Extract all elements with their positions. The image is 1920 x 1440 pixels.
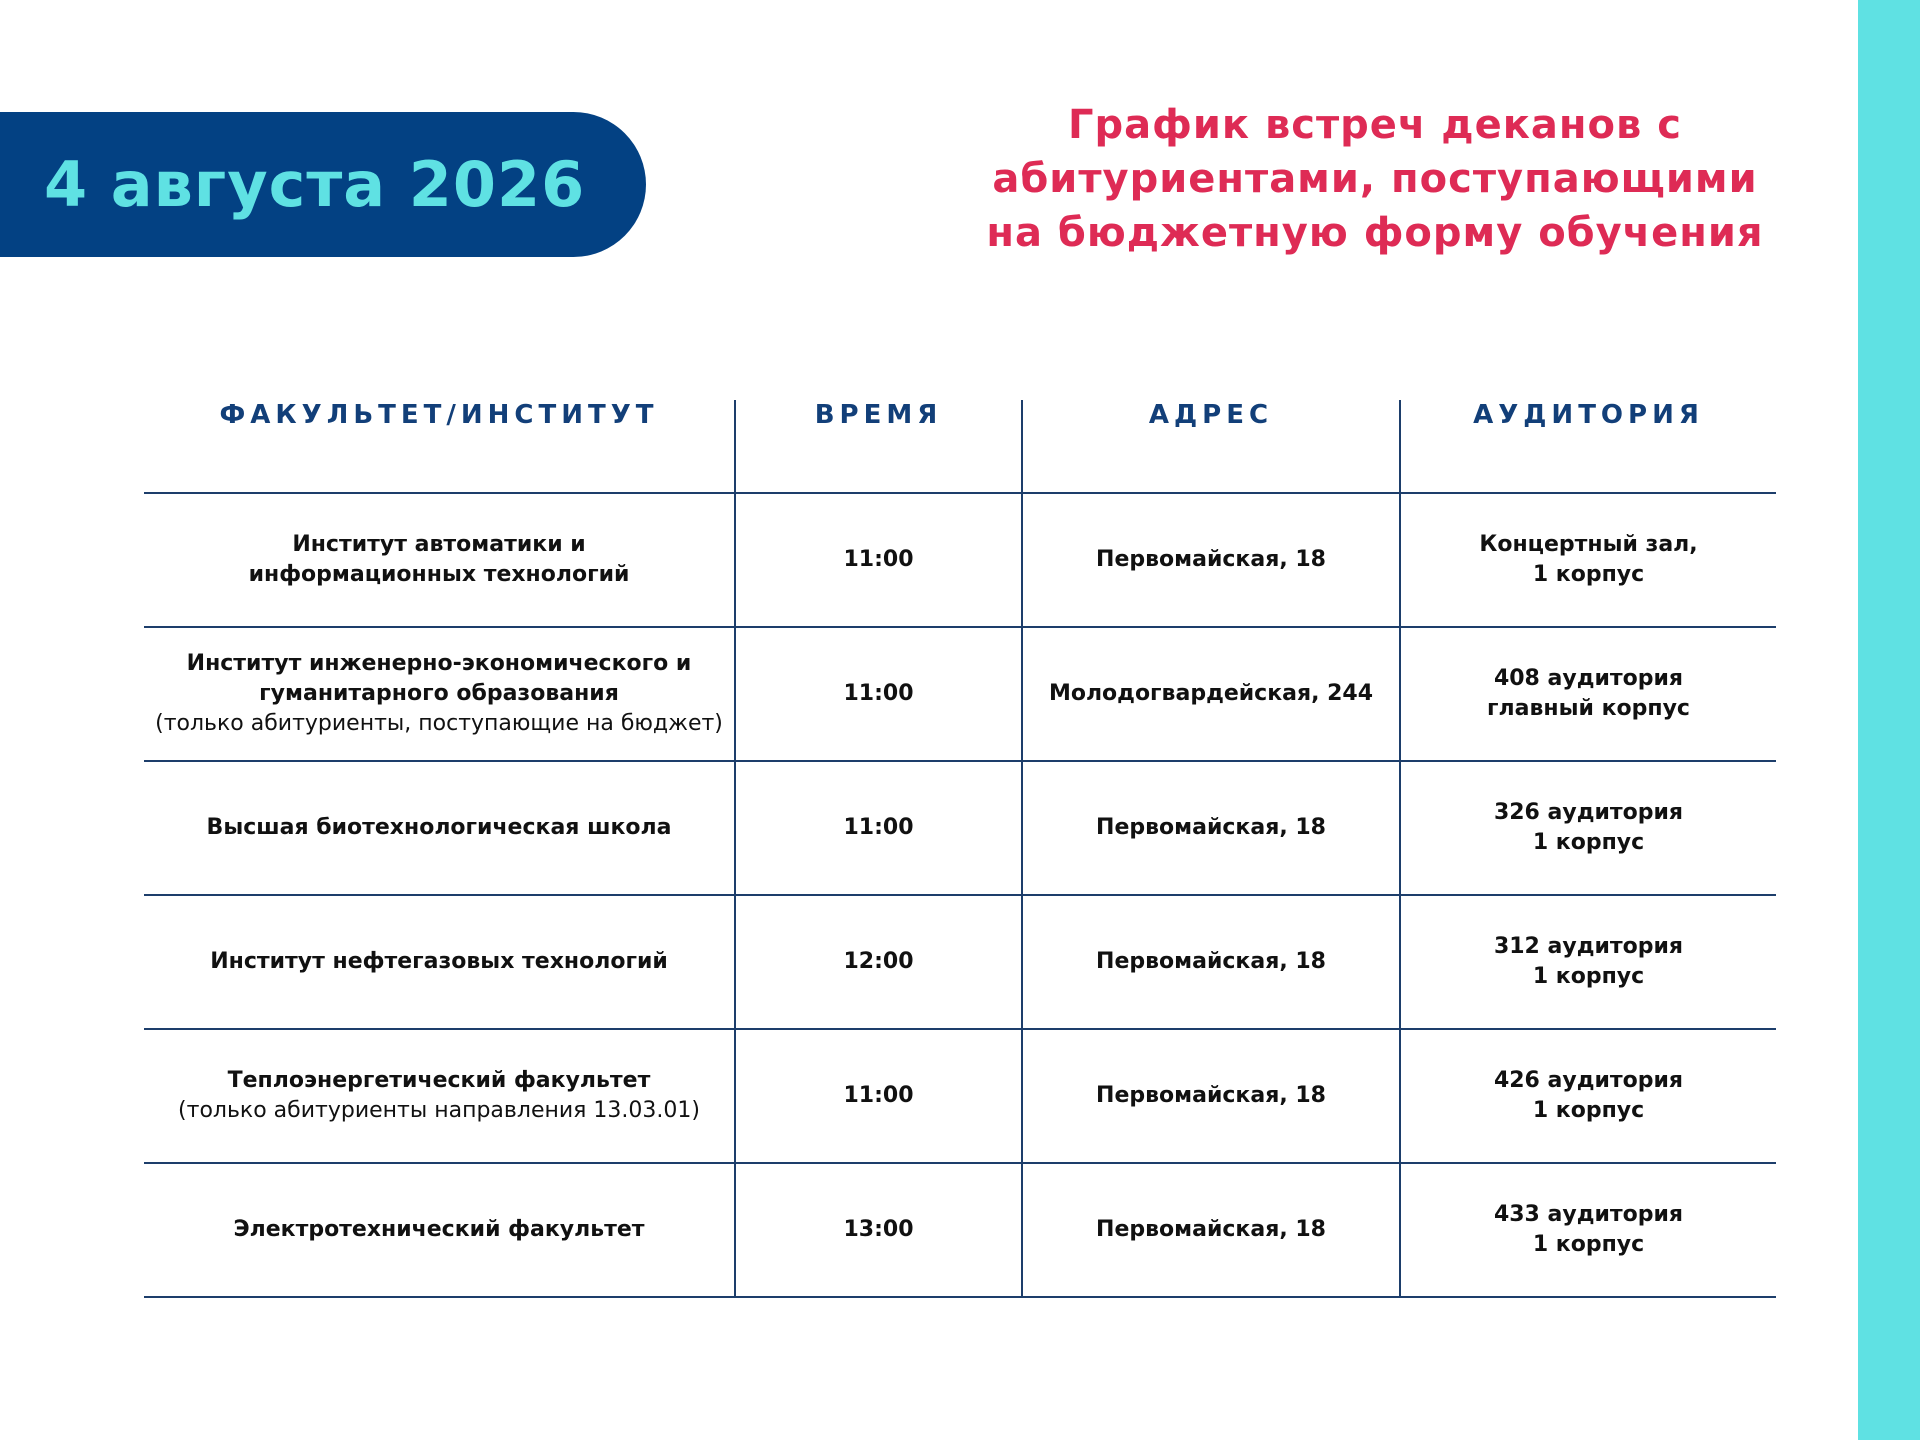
cell-text: Теплоэнергетический факультет bbox=[227, 1068, 651, 1093]
title-line: График встреч деканов с bbox=[1068, 102, 1682, 148]
table-header-row bbox=[144, 400, 1776, 493]
cell-text: 433 аудитория bbox=[1493, 1202, 1684, 1227]
cell-faculty bbox=[144, 1163, 735, 1297]
cell-room bbox=[1400, 1029, 1776, 1163]
cell-text: гуманитарного образования bbox=[259, 681, 619, 706]
cell-text: Институт нефтегазовых технологий bbox=[210, 949, 668, 974]
cell-time bbox=[735, 895, 1022, 1029]
cell-text: 426 аудитория bbox=[1493, 1068, 1684, 1093]
cell-faculty bbox=[144, 895, 735, 1029]
cell-text: Электротехнический факультет bbox=[233, 1217, 645, 1242]
cell-address bbox=[1022, 627, 1400, 761]
cell-room bbox=[1400, 761, 1776, 895]
cell-text: 11:00 bbox=[843, 1083, 914, 1108]
table-row bbox=[144, 493, 1776, 627]
faculty-note: (только абитуриенты, поступающие на бюджет) bbox=[155, 711, 723, 736]
title-line: на бюджетную форму обучения bbox=[986, 210, 1764, 256]
cell-address bbox=[1022, 1029, 1400, 1163]
header-time: ВРЕМЯ bbox=[735, 400, 1022, 493]
cell-text: главный корпус bbox=[1487, 696, 1690, 721]
table-row bbox=[144, 761, 1776, 895]
cell-text: 13:00 bbox=[843, 1217, 914, 1242]
schedule-table bbox=[144, 400, 1776, 1298]
cell-text: 11:00 bbox=[843, 547, 914, 572]
cell-text: 1 корпус bbox=[1532, 964, 1645, 989]
cell-text: 1 корпус bbox=[1532, 830, 1645, 855]
table-row bbox=[144, 895, 1776, 1029]
cell-address bbox=[1022, 761, 1400, 895]
cell-text: 326 аудитория bbox=[1493, 800, 1684, 825]
cell-text: Первомайская, 18 bbox=[1096, 949, 1326, 974]
cell-faculty bbox=[144, 627, 735, 761]
table-row bbox=[144, 627, 1776, 761]
cell-text: 11:00 bbox=[843, 681, 914, 706]
header-room: АУДИТОРИЯ bbox=[1400, 400, 1776, 493]
cell-address bbox=[1022, 895, 1400, 1029]
cell-room bbox=[1400, 895, 1776, 1029]
cell-room bbox=[1400, 493, 1776, 627]
cell-text: Институт инженерно-экономического и bbox=[186, 651, 692, 676]
cell-text: Концертный зал, bbox=[1479, 532, 1698, 557]
event-date: 4 августа 2026 bbox=[44, 148, 586, 221]
cell-text: Первомайская, 18 bbox=[1096, 1083, 1326, 1108]
table-row bbox=[144, 1163, 1776, 1297]
cell-text: 408 аудитория bbox=[1493, 666, 1684, 691]
title-line: абитуриентами, поступающими bbox=[992, 156, 1758, 202]
cell-text: 1 корпус bbox=[1532, 562, 1645, 587]
cell-text: Молодогвардейская, 244 bbox=[1048, 681, 1374, 706]
faculty-note: (только абитуриенты направления 13.03.01) bbox=[178, 1098, 700, 1123]
header-faculty: ФАКУЛЬТЕТ/ИНСТИТУТ bbox=[144, 400, 735, 493]
cell-room bbox=[1400, 1163, 1776, 1297]
cell-room bbox=[1400, 627, 1776, 761]
decorative-side-stripe bbox=[1858, 0, 1920, 1440]
cell-time bbox=[735, 1029, 1022, 1163]
page-title bbox=[960, 98, 1790, 260]
cell-text: Первомайская, 18 bbox=[1096, 1217, 1326, 1242]
cell-text: 312 аудитория bbox=[1493, 934, 1684, 959]
cell-time bbox=[735, 627, 1022, 761]
cell-text: Высшая биотехнологическая школа bbox=[206, 815, 672, 840]
cell-text: Первомайская, 18 bbox=[1096, 815, 1326, 840]
cell-text: Институт автоматики и bbox=[292, 532, 586, 557]
cell-text: 12:00 bbox=[843, 949, 914, 974]
table-row bbox=[144, 1029, 1776, 1163]
cell-text: информационных технологий bbox=[248, 562, 630, 587]
cell-text: 11:00 bbox=[843, 815, 914, 840]
header-address: АДРЕС bbox=[1022, 400, 1400, 493]
cell-faculty bbox=[144, 1029, 735, 1163]
cell-text: 1 корпус bbox=[1532, 1098, 1645, 1123]
cell-text: Первомайская, 18 bbox=[1096, 547, 1326, 572]
cell-address bbox=[1022, 1163, 1400, 1297]
cell-faculty bbox=[144, 493, 735, 627]
cell-address bbox=[1022, 493, 1400, 627]
cell-faculty bbox=[144, 761, 735, 895]
cell-text: 1 корпус bbox=[1532, 1232, 1645, 1257]
cell-time bbox=[735, 493, 1022, 627]
date-banner bbox=[0, 112, 646, 257]
cell-time bbox=[735, 1163, 1022, 1297]
cell-time bbox=[735, 761, 1022, 895]
